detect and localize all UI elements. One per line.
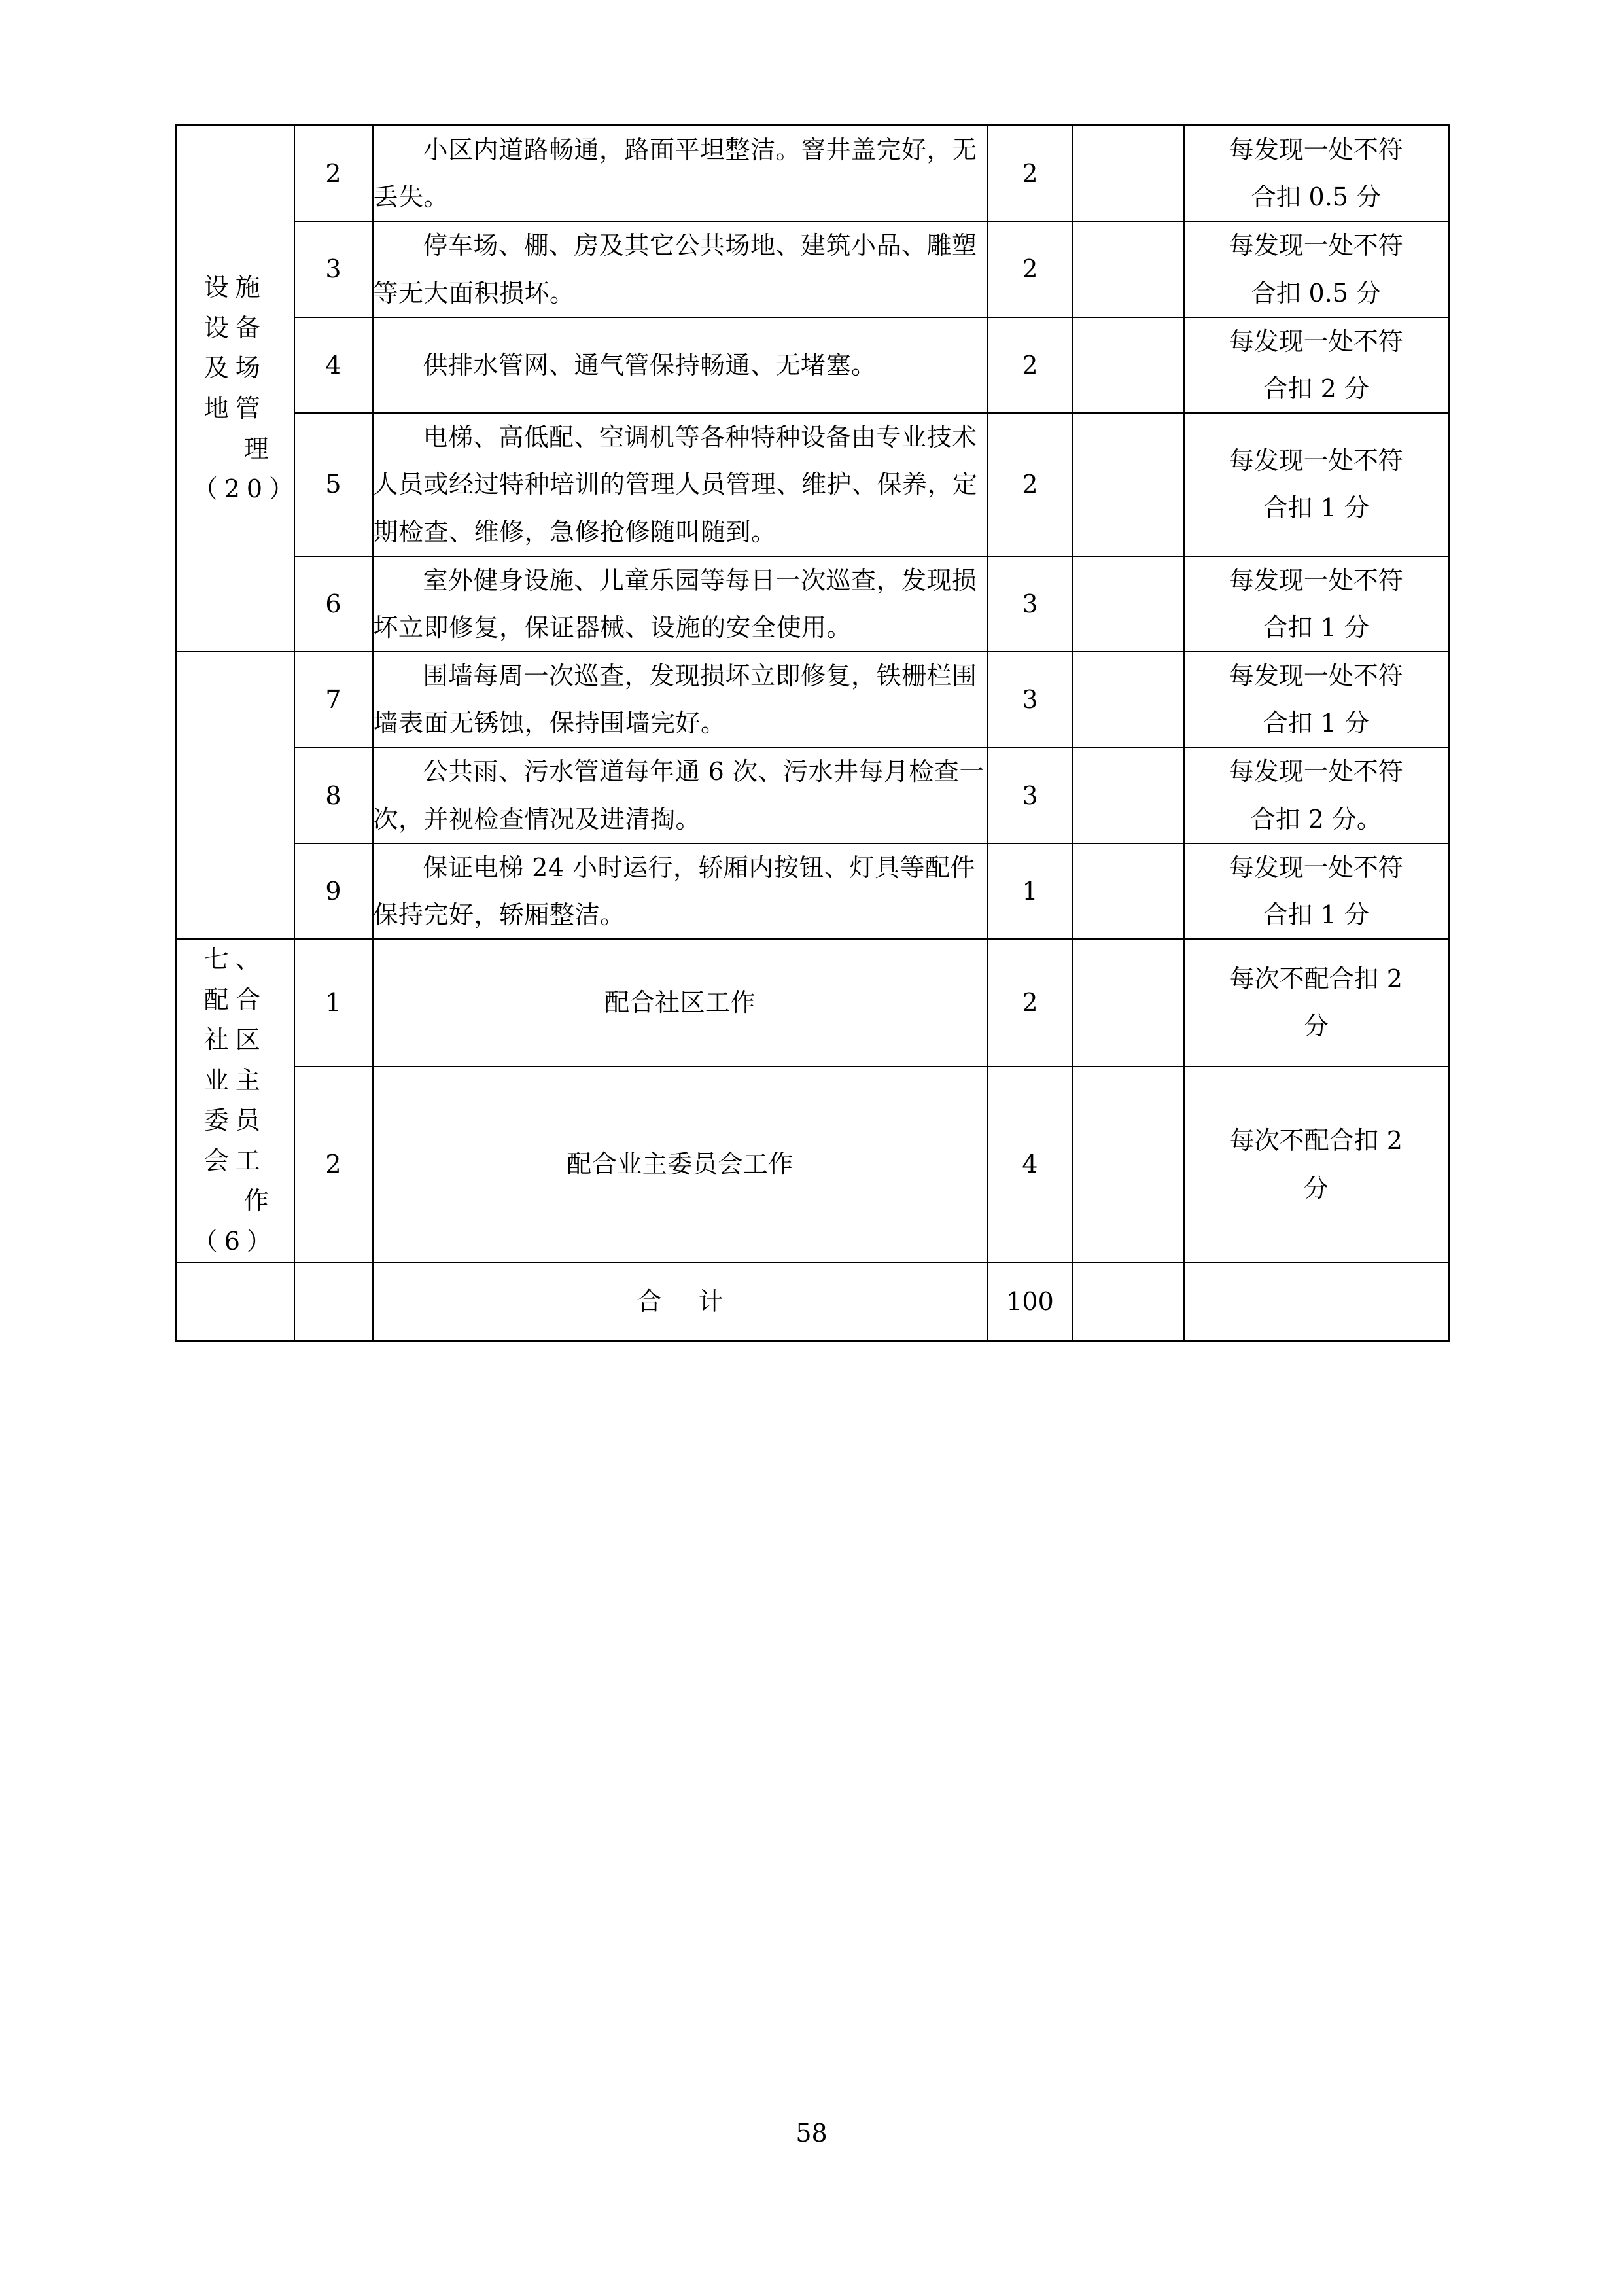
table-row bbox=[177, 221, 1449, 317]
table-row bbox=[177, 317, 1449, 413]
rule-line: 合扣 0.5 分 bbox=[1251, 183, 1382, 212]
category-line: 委员 bbox=[203, 1106, 267, 1135]
category-line: 会工 bbox=[203, 1146, 267, 1175]
row-number-cell: 9 bbox=[294, 843, 373, 939]
table-row bbox=[177, 413, 1449, 556]
row-actual-score-cell[interactable] bbox=[1073, 747, 1184, 843]
row-actual-score-cell[interactable] bbox=[1073, 126, 1184, 222]
category-line: 作 bbox=[243, 1186, 275, 1216]
category-line: （20） bbox=[192, 474, 301, 504]
category-cell-facilities bbox=[177, 126, 301, 652]
rule-line: 合扣 1 分 bbox=[1263, 612, 1369, 642]
row-actual-score-cell[interactable] bbox=[1073, 939, 1184, 1066]
row-actual-score-cell[interactable] bbox=[1073, 843, 1184, 939]
row-description-cell: 配合社区工作 bbox=[373, 939, 988, 1066]
rule-line: 每发现一处不符 bbox=[1229, 231, 1403, 260]
category-line: 业主 bbox=[203, 1065, 267, 1095]
row-number-cell: 1 bbox=[294, 939, 373, 1066]
table-total-row bbox=[177, 1263, 1449, 1341]
row-number-cell: 7 bbox=[294, 652, 373, 747]
row-description-cell: 停车场、棚、房及其它公共场地、建筑小品、雕塑等无大面积损坏。 bbox=[373, 221, 988, 317]
rule-line: 合扣 0.5 分 bbox=[1251, 278, 1382, 308]
row-number-cell: 2 bbox=[294, 126, 373, 222]
category-label-facilities bbox=[192, 268, 301, 509]
category-cell-continuation bbox=[177, 652, 294, 939]
row-number-cell: 5 bbox=[294, 413, 373, 556]
total-number-cell bbox=[294, 1263, 373, 1341]
row-score-cell: 2 bbox=[988, 939, 1073, 1066]
row-score-cell: 1 bbox=[988, 843, 1073, 939]
row-deduction-rule-cell bbox=[1184, 413, 1449, 556]
rule-line: 每发现一处不符 bbox=[1229, 662, 1403, 691]
category-line: 地管 bbox=[203, 394, 267, 423]
row-score-cell: 2 bbox=[988, 126, 1073, 222]
row-score-cell: 3 bbox=[988, 652, 1073, 747]
row-description-cell: 公共雨、污水管道每年通 6 次、污水井每月检查一次，并视检查情况及进清掏。 bbox=[373, 747, 988, 843]
row-actual-score-cell[interactable] bbox=[1073, 317, 1184, 413]
category-label-community bbox=[193, 940, 278, 1262]
row-actual-score-cell[interactable] bbox=[1073, 413, 1184, 556]
row-deduction-rule-cell bbox=[1184, 843, 1449, 939]
row-actual-score-cell[interactable] bbox=[1073, 556, 1184, 652]
category-line: 社区 bbox=[203, 1025, 267, 1055]
row-number-cell: 8 bbox=[294, 747, 373, 843]
row-score-cell: 4 bbox=[988, 1067, 1073, 1263]
row-number-cell: 2 bbox=[294, 1067, 373, 1263]
rule-line: 合扣 1 分 bbox=[1263, 709, 1369, 738]
rule-line: 每次不配合扣 2 bbox=[1229, 964, 1403, 994]
table-row bbox=[177, 652, 1449, 747]
row-deduction-rule-cell bbox=[1184, 747, 1449, 843]
total-score-cell: 100 bbox=[988, 1263, 1073, 1341]
row-number-cell: 6 bbox=[294, 556, 373, 652]
table-row bbox=[177, 939, 1449, 1066]
rule-line: 每发现一处不符 bbox=[1229, 757, 1403, 786]
rule-line: 合扣 2 分。 bbox=[1250, 804, 1382, 834]
row-description-cell: 小区内道路畅通，路面平坦整洁。窨井盖完好，无丢失。 bbox=[373, 126, 988, 222]
table-row bbox=[177, 126, 1449, 222]
category-line: 配合 bbox=[203, 985, 267, 1014]
row-deduction-rule-cell bbox=[1184, 652, 1449, 747]
row-score-cell: 2 bbox=[988, 317, 1073, 413]
rule-line: 每发现一处不符 bbox=[1229, 565, 1403, 595]
category-line: （6） bbox=[192, 1227, 278, 1256]
table-row bbox=[177, 747, 1449, 843]
row-deduction-rule-cell bbox=[1184, 556, 1449, 652]
row-description-cell: 电梯、高低配、空调机等各种特种设备由专业技术人员或经过特种培训的管理人员管理、维护、保养，定期检查、维修，急修抢修随叫随到。 bbox=[373, 413, 988, 556]
category-cell-community bbox=[177, 939, 294, 1262]
rule-line: 分 bbox=[1303, 1012, 1329, 1041]
rule-line: 合扣 1 分 bbox=[1263, 493, 1369, 523]
rule-line: 每发现一处不符 bbox=[1229, 135, 1403, 164]
row-actual-score-cell[interactable] bbox=[1073, 221, 1184, 317]
row-actual-score-cell[interactable] bbox=[1073, 1067, 1184, 1263]
rule-line: 每发现一处不符 bbox=[1229, 327, 1403, 356]
table-row bbox=[177, 1067, 1449, 1263]
row-number-cell: 3 bbox=[294, 221, 373, 317]
assessment-table bbox=[175, 124, 1450, 1342]
category-line: 理 bbox=[243, 434, 275, 463]
rule-line: 分 bbox=[1303, 1173, 1329, 1203]
row-description-cell: 保证电梯 24 小时运行，轿厢内按钮、灯具等配件保持完好，轿厢整洁。 bbox=[373, 843, 988, 939]
category-line: 及场 bbox=[203, 353, 267, 383]
category-line: 设施 bbox=[203, 273, 267, 302]
table-row bbox=[177, 843, 1449, 939]
rule-line: 合扣 2 分 bbox=[1263, 374, 1369, 403]
assessment-table-container bbox=[175, 124, 1448, 1342]
row-description-cell: 室外健身设施、儿童乐园等每日一次巡查，发现损坏立即修复，保证器械、设施的安全使用。 bbox=[373, 556, 988, 652]
total-category-cell bbox=[177, 1263, 294, 1341]
total-rule-cell bbox=[1184, 1263, 1449, 1341]
row-description-cell: 配合业主委员会工作 bbox=[373, 1067, 988, 1263]
category-line: 设备 bbox=[203, 313, 267, 342]
row-deduction-rule-cell bbox=[1184, 939, 1449, 1066]
row-score-cell: 3 bbox=[988, 556, 1073, 652]
row-score-cell: 3 bbox=[988, 747, 1073, 843]
row-deduction-rule-cell bbox=[1184, 221, 1449, 317]
row-deduction-rule-cell bbox=[1184, 1067, 1449, 1263]
page-number: 58 bbox=[795, 2119, 828, 2147]
rule-line: 每发现一处不符 bbox=[1229, 446, 1403, 476]
total-actual-score-cell[interactable] bbox=[1073, 1263, 1184, 1341]
rule-line: 每次不配合扣 2 bbox=[1229, 1126, 1403, 1156]
row-description-cell: 围墙每周一次巡查，发现损坏立即修复，铁栅栏围墙表面无锈蚀，保持围墙完好。 bbox=[373, 652, 988, 747]
row-deduction-rule-cell bbox=[1184, 126, 1449, 222]
row-description-cell: 供排水管网、通气管保持畅通、无堵塞。 bbox=[373, 317, 988, 413]
total-label-cell: 合 计 bbox=[373, 1263, 988, 1341]
rule-line: 合扣 1 分 bbox=[1263, 900, 1369, 929]
row-score-cell: 2 bbox=[988, 413, 1073, 556]
row-deduction-rule-cell bbox=[1184, 317, 1449, 413]
row-number-cell: 4 bbox=[294, 317, 373, 413]
rule-line: 每发现一处不符 bbox=[1229, 853, 1403, 882]
row-actual-score-cell[interactable] bbox=[1073, 652, 1184, 747]
row-score-cell: 2 bbox=[988, 221, 1073, 317]
table-row bbox=[177, 556, 1449, 652]
category-line: 七、 bbox=[203, 945, 267, 974]
